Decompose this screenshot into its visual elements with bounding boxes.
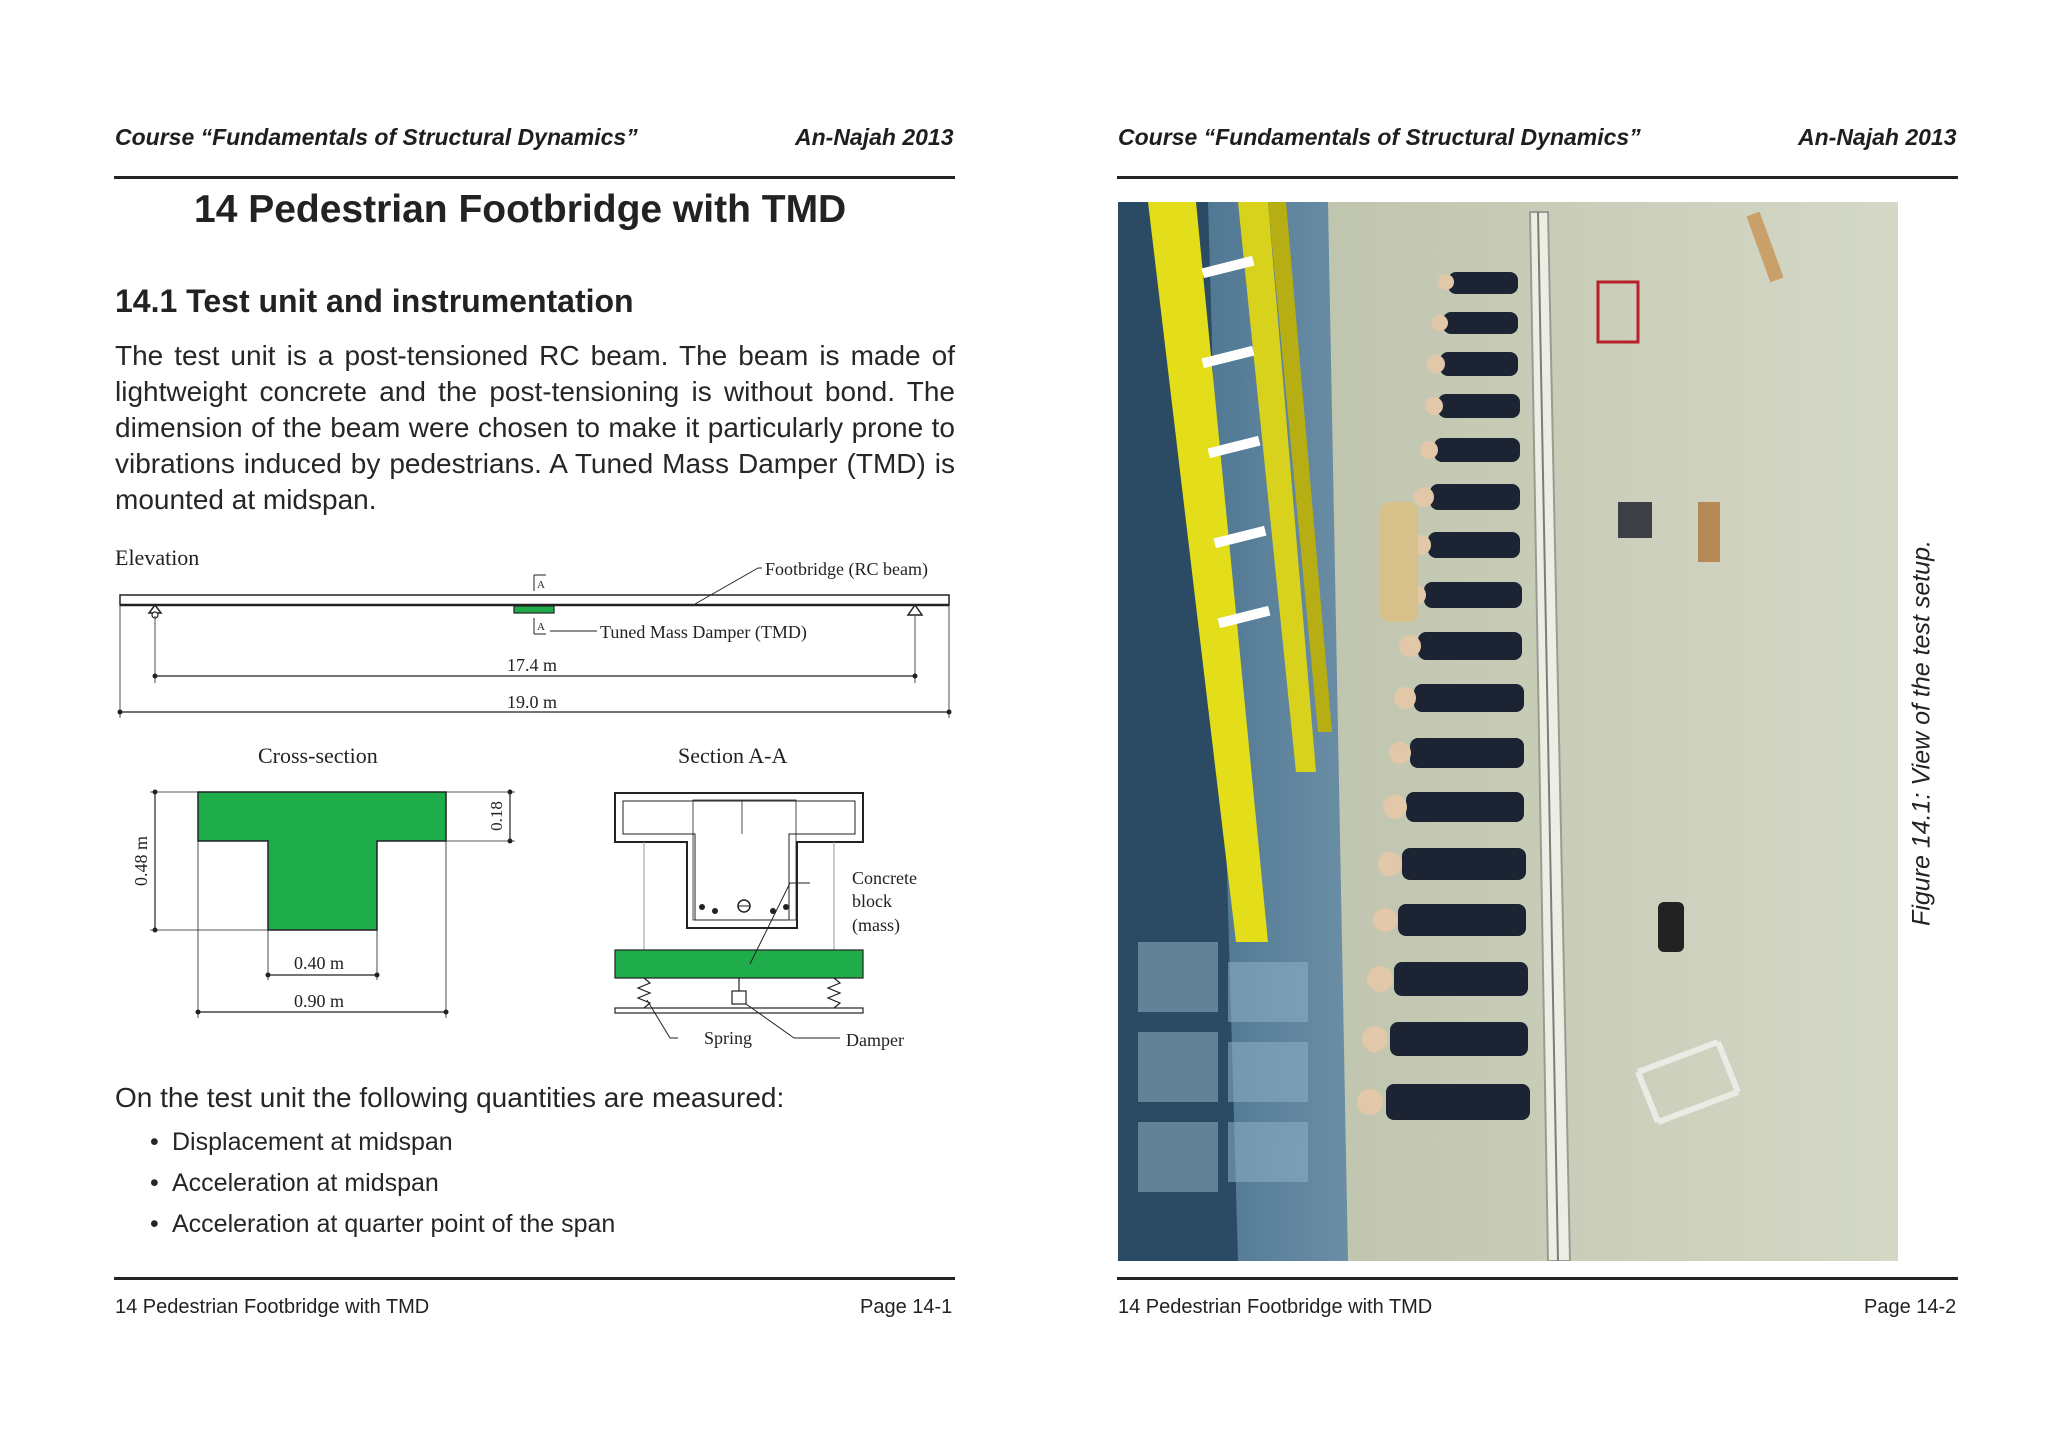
web-width-label: 0.40 m	[294, 953, 345, 973]
height-label: 0.48 m	[131, 835, 151, 887]
measured-intro: On the test unit the following quantities are measured:	[115, 1082, 785, 1113]
tmd-label: Tuned Mass Damper (TMD)	[600, 622, 807, 642]
spring-label: Spring	[704, 1028, 753, 1048]
footer-rule	[1117, 1277, 1958, 1280]
svg-text:A: A	[537, 579, 545, 591]
page-number: Page 14-2	[1864, 1296, 1957, 1318]
header-rule	[1117, 176, 1958, 179]
intro-paragraph: The test unit is a post-tensioned RC beam. The beam is made of lightweight concrete and the post-tensioning is without bond. The dimension of the beam were chosen to make it particularly prone to vibrations induced by pedestrians. A Tuned Mass Damper (TMD) is mounted at midspan.	[115, 340, 955, 515]
header-course: Course “Fundamentals of Structural Dynamics”	[115, 124, 638, 150]
list-item: • Acceleration at midspan	[150, 1169, 439, 1197]
chapter-title: 14 Pedestrian Footbridge with TMD	[194, 188, 847, 231]
total-width-label: 0.90 m	[294, 991, 345, 1011]
list-item: • Acceleration at quarter point of the span	[150, 1210, 616, 1238]
test-setup-photo	[1118, 202, 1898, 1261]
photo-illustration	[1118, 202, 1898, 1261]
header-course: Course “Fundamentals of Structural Dynamics”	[1118, 124, 1641, 150]
footbridge-label: Footbridge (RC beam)	[765, 559, 928, 579]
list-item: • Displacement at midspan	[150, 1128, 453, 1156]
damper-label: Damper	[846, 1030, 904, 1050]
svg-text:A: A	[537, 621, 545, 633]
concrete-block-label-3: (mass)	[852, 915, 900, 935]
flange-label: 0.18	[487, 801, 506, 831]
concrete-block-label-2: block	[852, 891, 892, 911]
elevation-label: Elevation	[115, 545, 200, 570]
footer-title: 14 Pedestrian Footbridge with TMD	[1118, 1296, 1433, 1318]
span-label: 17.4 m	[507, 655, 558, 675]
page-number: Page 14-1	[860, 1296, 953, 1318]
section-title: 14.1 Test unit and instrumentation	[115, 283, 634, 319]
footer-title: 14 Pedestrian Footbridge with TMD	[115, 1296, 430, 1318]
figure-caption: Figure 14.1: View of the test setup.	[1907, 540, 1936, 926]
header-institution: An-Najah 2013	[1798, 124, 1957, 150]
header-institution: An-Najah 2013	[795, 124, 954, 150]
cross-section-title: Cross-section	[258, 743, 378, 768]
concrete-block-label: Concrete	[852, 868, 917, 888]
length-label: 19.0 m	[507, 692, 558, 712]
section-aa-title: Section A-A	[678, 743, 788, 768]
